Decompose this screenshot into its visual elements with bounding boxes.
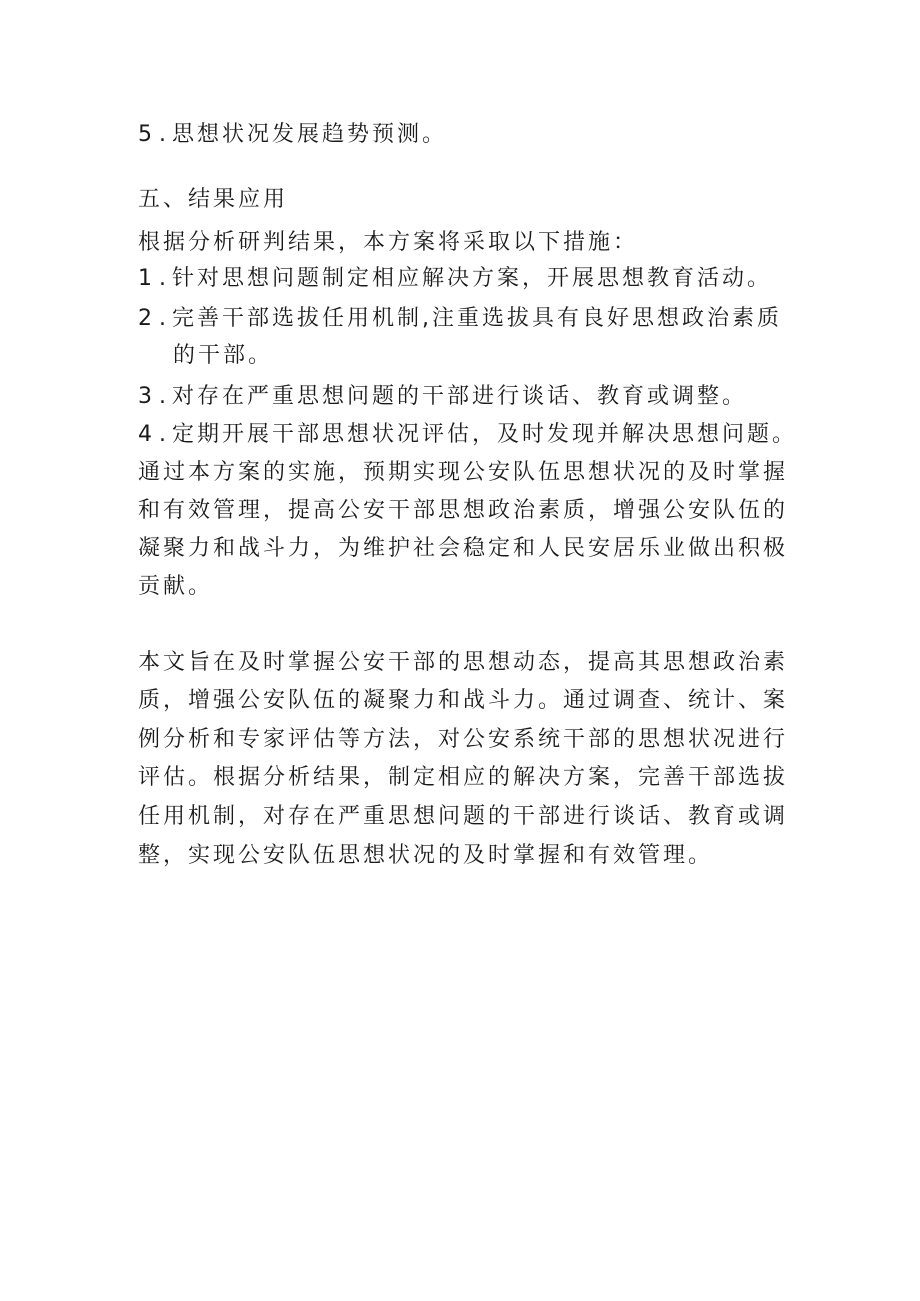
list-number: 2 . <box>138 306 166 331</box>
measure-item-2-continuation: 的干部。 <box>173 343 274 368</box>
measure-item-4 <box>138 424 797 446</box>
list-number: 5 . <box>138 122 166 147</box>
list-text: 定期开展干部思想状况评估，及时发现并解决思想问题。 <box>172 422 798 447</box>
conclusion-line: 贡献。 <box>138 574 214 599</box>
list-text: 针对思想问题制定相应解决方案，开展思想教育活动。 <box>172 266 773 291</box>
measure-item-3 <box>138 386 747 408</box>
list-text: 完善干部选拔任用机制,注重选拔具有良好思想政治素质 <box>172 306 782 331</box>
conclusion-line: 和有效管理，提高公安干部思想政治素质，增强公安队伍的 <box>138 498 789 523</box>
summary-line: 本文旨在及时掌握公安干部的思想动态，提高其思想政治素 <box>138 650 789 675</box>
list-text: 思想状况发展趋势预测。 <box>172 122 448 147</box>
list-item-5 <box>138 124 447 146</box>
section-heading: 五、结果应用 <box>138 187 289 212</box>
summary-line: 整，实现公安队伍思想状况的及时掌握和有效管理。 <box>138 843 714 868</box>
list-number: 4 . <box>138 422 166 447</box>
section-intro: 根据分析研判结果，本方案将采取以下措施： <box>138 230 639 255</box>
summary-line: 任用机制，对存在严重思想问题的干部进行谈话、教育或调 <box>138 804 789 829</box>
measure-item-2 <box>138 308 782 330</box>
list-number: 3 . <box>138 384 166 409</box>
conclusion-line: 通过本方案的实施，预期实现公安队伍思想状况的及时掌握 <box>138 460 789 485</box>
summary-line: 例分析和专家评估等方法，对公安系统干部的思想状况进行 <box>138 727 789 752</box>
conclusion-line: 凝聚力和战斗力，为维护社会稳定和人民安居乐业做出积极 <box>138 536 789 561</box>
list-text: 对存在严重思想问题的干部进行谈话、教育或调整。 <box>172 384 748 409</box>
summary-line: 评估。根据分析结果，制定相应的解决方案，完善干部选拔 <box>138 765 789 790</box>
summary-line: 质，增强公安队伍的凝聚力和战斗力。通过调查、统计、案 <box>138 688 789 713</box>
list-number: 1 . <box>138 266 166 291</box>
measure-item-1 <box>138 268 772 290</box>
